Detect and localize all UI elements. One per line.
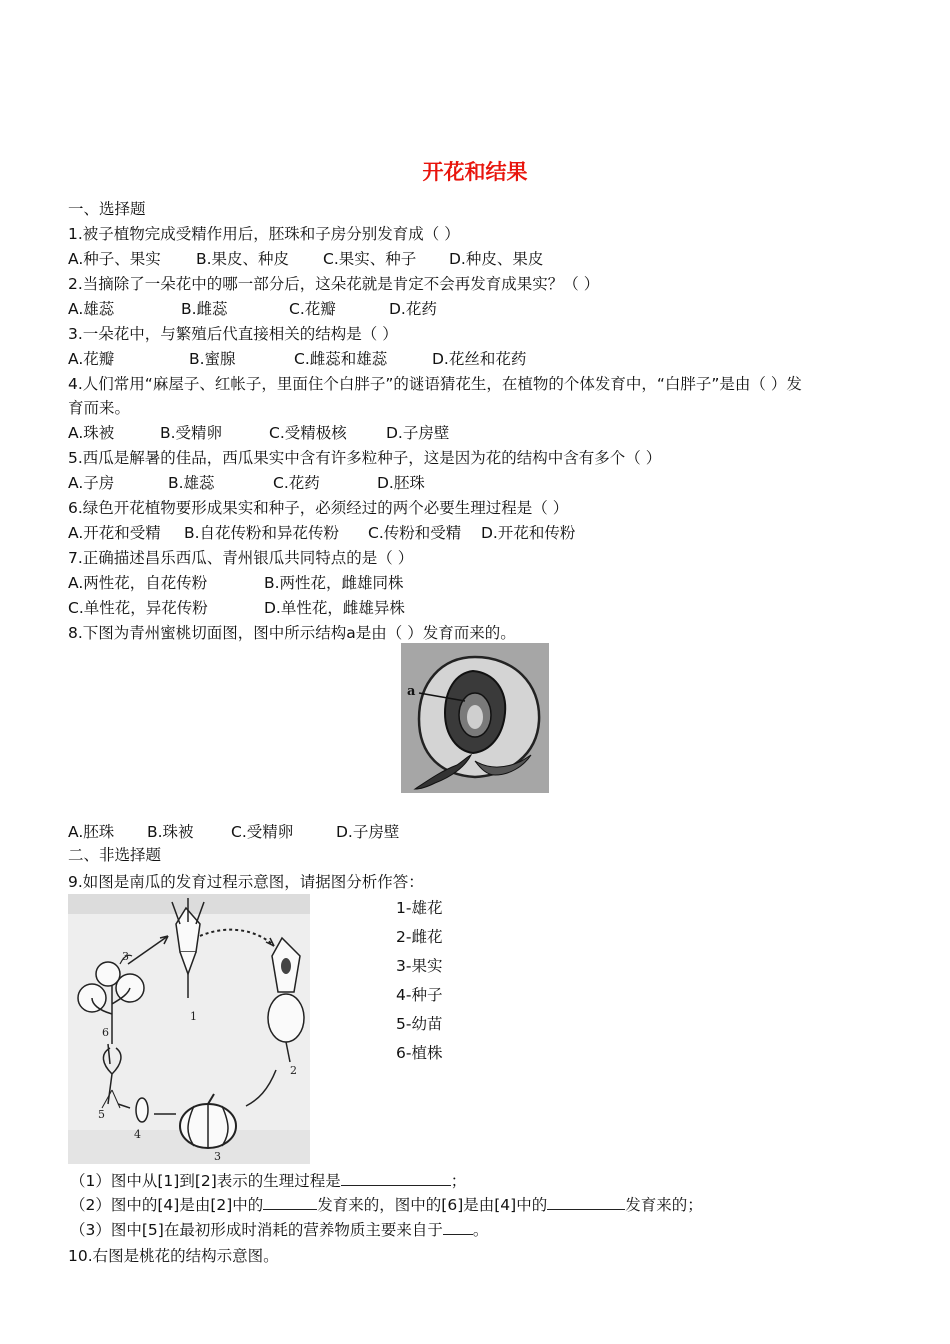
question-5: 5.西瓜是解暑的佳品，西瓜果实中含有许多粒种子，这是因为花的结构中含有多个（ ） <box>68 449 662 467</box>
legend-item: 3-果实 <box>396 957 443 975</box>
peach-cross-section-figure <box>401 643 549 793</box>
option-a: A.花瓣 <box>68 350 115 368</box>
options-5 <box>68 473 425 493</box>
option-a: A.雄蕊 <box>68 300 115 318</box>
option-d: D.单性花，雌雄异株 <box>264 599 405 617</box>
option-a: A.开花和受精 <box>68 524 161 542</box>
option-c: C.花药 <box>273 474 320 492</box>
fig9-label-3: 3 <box>214 1150 221 1163</box>
option-d: D.开花和传粉 <box>481 524 576 542</box>
options-1 <box>68 249 543 269</box>
option-a: A.子房 <box>68 474 115 492</box>
question-3: 3.一朵花中，与繁殖后代直接相关的结构是（ ） <box>68 325 398 343</box>
question-1: 1.被子植物完成受精作用后，胚珠和子房分别发育成（ ） <box>68 225 460 243</box>
option-d: D.子房壁 <box>336 823 400 841</box>
option-d: D.花丝和花药 <box>432 350 527 368</box>
question-4: 4.人们常用“麻屋子、红帐子，里面住个白胖子”的谜语猜花生，在植物的个体发育中，“白胖子”是由（ ）发 <box>68 375 802 393</box>
section-heading-choice: 一、选择题 <box>68 200 146 218</box>
option-a: A.两性花，自花传粉 <box>68 574 208 592</box>
question-7: 7.正确描述昌乐西瓜、青州银瓜共同特点的是（ ） <box>68 549 414 567</box>
option-a: A.珠被 <box>68 424 115 442</box>
option-c: C.受精极核 <box>269 424 347 442</box>
question-9: 9.如图是南瓜的发育过程示意图，请据图分析作答： <box>68 873 424 891</box>
option-d: D.种皮、果皮 <box>449 250 544 268</box>
option-b: B.果皮、种皮 <box>196 250 290 268</box>
question-4-cont: 育而来。 <box>68 399 131 417</box>
option-a: A.种子、果实 <box>68 250 161 268</box>
option-c: C.单性花，异花传粉 <box>68 599 208 617</box>
option-c: C.雌蕊和雄蕊 <box>294 350 388 368</box>
q9-sub-2: （2）图中的[4]是由[2]中的 发育来的，图中的[6]是由[4]中的 发育来的； <box>70 1196 703 1214</box>
option-c: C.花瓣 <box>289 300 336 318</box>
legend-item: 1-雄花 <box>396 899 443 917</box>
fig9-label-3-plant: 3 <box>122 950 129 963</box>
pumpkin-development-figure <box>68 894 310 1164</box>
options-6 <box>68 523 575 543</box>
option-d: D.胚珠 <box>377 474 425 492</box>
answer-blank[interactable] <box>341 1171 451 1186</box>
fig9-label-1: 1 <box>190 1010 197 1023</box>
fig9-label-2: 2 <box>290 1064 297 1077</box>
fig9-label-4: 4 <box>134 1128 141 1141</box>
page-title: 开花和结果 <box>422 160 528 184</box>
legend-item: 6-植株 <box>396 1044 443 1062</box>
option-b: B.两性花，雌雄同株 <box>264 574 404 592</box>
option-a: A.胚珠 <box>68 823 115 841</box>
fig9-label-6: 6 <box>102 1026 109 1039</box>
option-d: D.子房壁 <box>386 424 450 442</box>
fig8-label-a: a <box>407 684 416 699</box>
answer-blank[interactable] <box>263 1195 317 1210</box>
q9-sub-1: （1）图中从[1]到[2]表示的生理过程是 ； <box>70 1172 467 1190</box>
options-7b <box>68 598 405 618</box>
fig9-label-5: 5 <box>98 1108 105 1121</box>
q9-sub-3: （3）图中[5]在最初形成时消耗的营养物质主要来自于 。 <box>70 1221 489 1239</box>
legend-item: 2-雌花 <box>396 928 443 946</box>
answer-blank[interactable] <box>443 1220 473 1235</box>
question-6: 6.绿色开花植物要形成果实和种子，必须经过的两个必要生理过程是（ ） <box>68 499 569 517</box>
option-c: C.受精卵 <box>231 823 294 841</box>
options-2 <box>68 299 437 319</box>
option-b: B.雄蕊 <box>168 474 215 492</box>
option-b: B.珠被 <box>147 823 194 841</box>
options-3 <box>68 349 526 369</box>
option-b: B.蜜腺 <box>189 350 236 368</box>
option-c: C.传粉和受精 <box>368 524 462 542</box>
section-heading-non-choice: 二、非选择题 <box>68 846 162 864</box>
options-7a <box>68 573 404 593</box>
option-b: B.雌蕊 <box>181 300 228 318</box>
options-4 <box>68 423 449 443</box>
answer-blank[interactable] <box>547 1195 625 1210</box>
legend-item: 5-幼苗 <box>396 1015 443 1033</box>
options-8 <box>68 822 399 842</box>
option-b: B.自花传粉和异花传粉 <box>184 524 340 542</box>
question-8: 8.下图为青州蜜桃切面图，图中所示结构a是由（ ）发育而来的。 <box>68 624 516 642</box>
option-c: C.果实、种子 <box>323 250 417 268</box>
option-b: B.受精卵 <box>160 424 223 442</box>
option-d: D.花药 <box>389 300 437 318</box>
legend-item: 4-种子 <box>396 986 443 1004</box>
question-2: 2.当摘除了一朵花中的哪一部分后，这朵花就是肯定不会再发育成果实？（ ） <box>68 275 600 293</box>
question-10: 10.右图是桃花的结构示意图。 <box>68 1247 279 1265</box>
